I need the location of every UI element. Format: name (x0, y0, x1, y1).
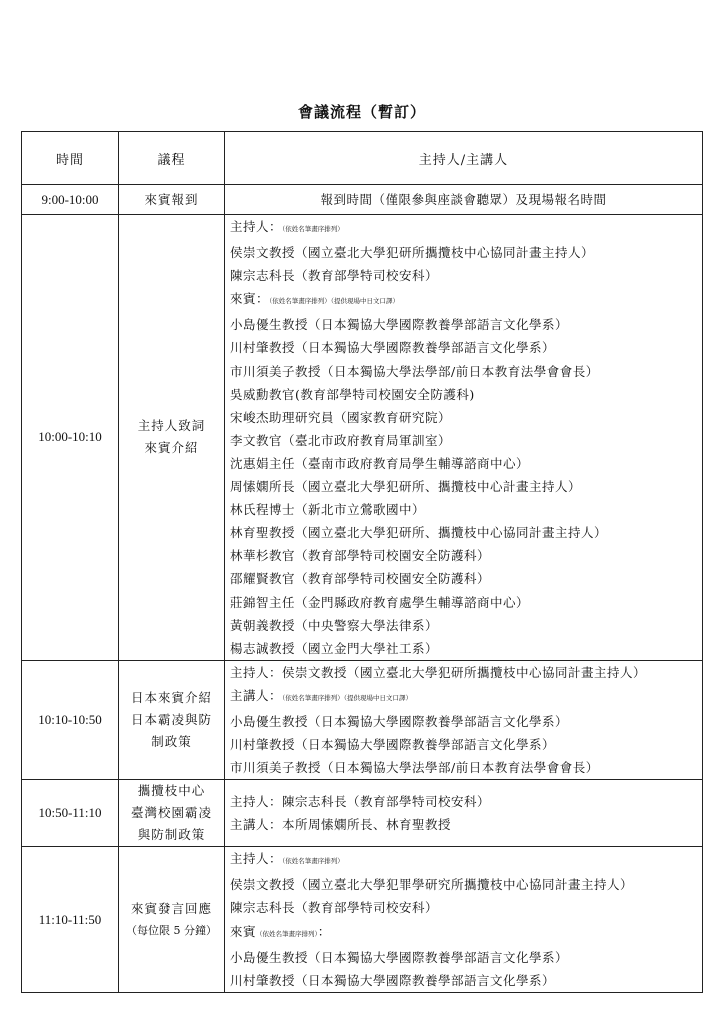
guest-line: 楊志誠教授（國立金門大學社工系） (230, 640, 439, 656)
guest-note: （依姓名筆畫序排列）（提供現場中日文口譯） (269, 297, 400, 306)
guest-line: 邵耀賢教官（教育部學特司校園安全防護科） (230, 571, 491, 587)
host-line: 主持人：侯崇文教授（國立臺北大學犯研所攜攬枝中心協同計畫主持人） (230, 664, 647, 680)
host-line: 主講人：本所周愫嫻所長、林育聖教授 (230, 817, 452, 833)
host-line: 陳宗志科長（教育部學特司校安科） (230, 900, 439, 916)
host-cell (225, 780, 703, 847)
guest-label-line (230, 287, 702, 313)
agenda-line: 攜攬枝中心 (137, 783, 206, 799)
agenda-line: 來賓介紹 (144, 440, 199, 456)
agenda-line: 日本霸凌與防 (130, 712, 212, 728)
table-header-row (22, 132, 703, 185)
guest-note: （依姓名筆畫序排列） (256, 929, 318, 938)
header-time: 時間 (22, 132, 119, 185)
host-line: 侯崇文教授（國立臺北大學犯罪學研究所攜攬枝中心協同計畫主持人） (230, 877, 634, 893)
host-label: 主持人： (230, 851, 283, 867)
agenda-cell (119, 185, 225, 215)
guest-line: 李文教官（臺北市政府教育局軍訓室） (230, 432, 452, 448)
header-host: 主持人/主講人 (225, 132, 703, 185)
header-agenda: 議程 (119, 132, 225, 185)
guest-line: 莊錦智主任（金門縣政府教育處學生輔導諮商中心） (230, 594, 530, 610)
agenda-line: 主持人致詞 (137, 418, 206, 434)
host-label-line (230, 215, 702, 241)
guest-line: 川村肇教授（日本獨協大學國際教養學部語言文化學系） (230, 340, 556, 356)
guest-label: 來賓 (230, 923, 257, 939)
guest-line: 林育聖教授（國立臺北大學犯研所、攜攬枝中心協同計畫主持人） (230, 525, 608, 541)
host-cell (225, 660, 703, 779)
host-line: 侯崇文教授（國立臺北大學犯研所攜攬枝中心協同計畫主持人） (230, 245, 595, 261)
time-cell: 9:00-10:00 (22, 185, 119, 215)
host-label-line (230, 847, 702, 873)
guest-line: 市川須美子教授（日本獨協大學法學部/前日本教育法學會會長） (230, 363, 599, 379)
speaker-label: 主講人： (230, 687, 283, 703)
host-note: （依姓名筆畫序排列） (282, 225, 344, 233)
agenda-table (21, 131, 703, 993)
time-cell: 10:50-11:10 (22, 780, 119, 847)
guest-line: 黃朝義教授（中央警察大學法律系） (230, 617, 439, 633)
agenda-note: （每位限 5 分鐘） (126, 923, 217, 937)
host-label: 主持人： (230, 219, 283, 234)
host-cell (225, 185, 703, 215)
agenda-line: 與防制政策 (137, 827, 206, 843)
guest-line: 周愫嫻所長（國立臺北大學犯研所、攜攬枝中心計畫主持人） (230, 479, 582, 495)
host-cell (225, 215, 703, 661)
time-cell: 10:10-10:50 (22, 660, 119, 779)
guest-line: 川村肇教授（日本獨協大學國際教養學部語言文化學系） (230, 972, 556, 988)
guest-line: 林華杉教官（教育部學特司校園安全防護科） (230, 548, 491, 564)
host-line: 主持人：陳宗志科長（教育部學特司校安科） (230, 794, 491, 810)
host-cell (225, 847, 703, 993)
page-title: 會議流程（暫訂） (297, 103, 426, 121)
speaker-note: （依姓名筆畫序排列）（提供現場中日文口譯） (282, 693, 413, 702)
agenda-line: 臺灣校園霸凌 (130, 805, 212, 821)
time-cell: 10:00-10:10 (22, 215, 119, 661)
table-row (22, 847, 703, 993)
speaker-line: 川村肇教授（日本獨協大學國際教養學部語言文化學系） (230, 737, 556, 753)
agenda-cell (119, 660, 225, 779)
guest-line: 宋峻杰助理研究員（國家教育研究院） (230, 409, 452, 425)
guest-line: 林氏程博士（新北市立鶯歌國中） (230, 502, 426, 518)
guest-line: 小島優生教授（日本獨協大學國際教養學部語言文化學系） (230, 949, 569, 965)
table-row (22, 660, 703, 779)
table-row (22, 780, 703, 847)
time-cell: 11:10-11:50 (22, 847, 119, 993)
table-row (22, 215, 703, 661)
guest-line: 吳威勳教官(教育部學特司校園安全防護科) (230, 386, 475, 402)
agenda-line: 制政策 (151, 734, 192, 750)
agenda-cell (119, 780, 225, 847)
guest-line: 小島優生教授（日本獨協大學國際教養學部語言文化學系） (230, 317, 569, 333)
speaker-line: 市川須美子教授（日本獨協大學法學部/前日本教育法學會會長） (230, 760, 599, 776)
table-row (22, 185, 703, 215)
agenda-line: 日本來賓介紹 (130, 690, 212, 706)
guest-line: 沈惠娟主任（臺南市政府教育局學生輔導諮商中心） (230, 455, 530, 471)
guest-label: 來賓： (230, 291, 270, 307)
host-note: （依姓名筆畫序排列） (282, 857, 344, 866)
guest-label-line (230, 920, 702, 946)
guest-label-suffix: ： (317, 923, 331, 939)
agenda-line: 來賓發言回應 (130, 900, 212, 916)
agenda-cell (119, 847, 225, 993)
host-line: 陳宗志科長（教育部學特司校安科） (230, 268, 439, 284)
host-line: 報到時間（僅限參與座談會聽眾）及現場報名時間 (320, 191, 607, 207)
speaker-label-line (230, 684, 702, 710)
speaker-line: 小島優生教授（日本獨協大學國際教養學部語言文化學系） (230, 713, 569, 729)
agenda-line: 來賓報到 (144, 191, 199, 207)
agenda-cell (119, 215, 225, 661)
